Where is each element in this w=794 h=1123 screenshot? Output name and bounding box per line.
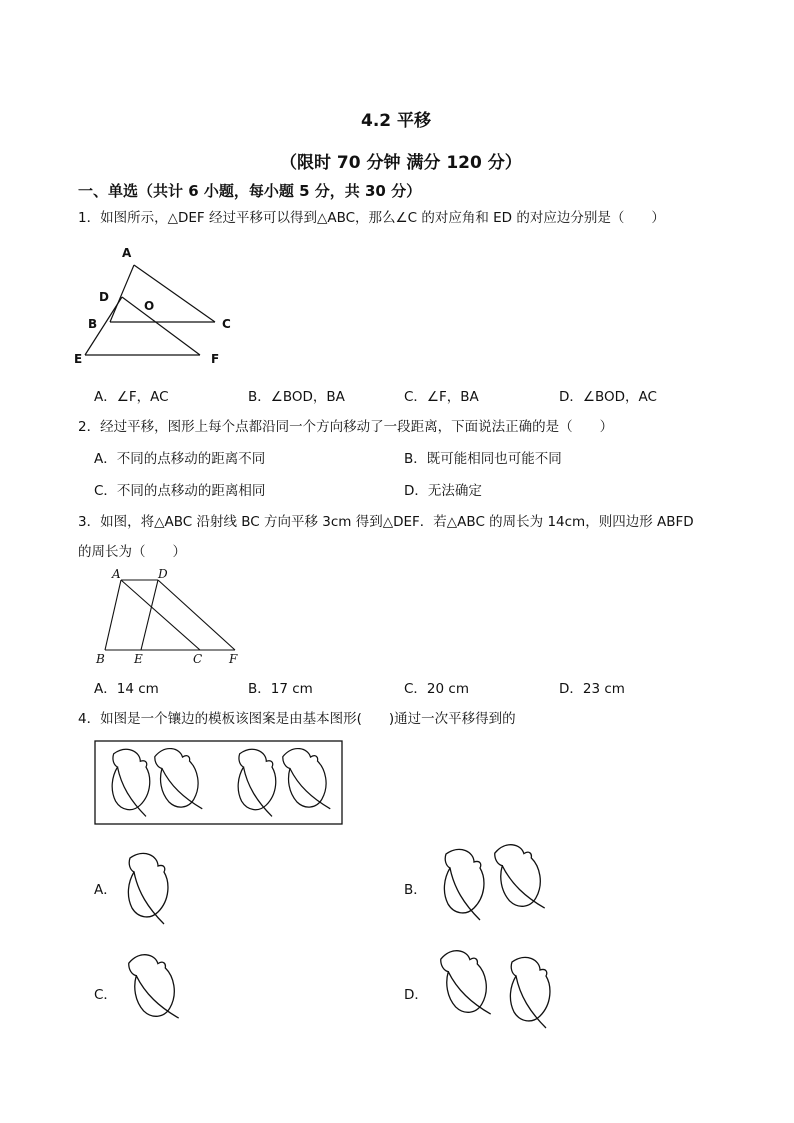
q2-option-d[interactable]: D．无法确定	[404, 483, 482, 499]
fig3-label-f: F	[229, 652, 238, 666]
q3-option-d[interactable]: D．23 cm	[559, 681, 625, 697]
q3-option-b[interactable]: B．17 cm	[248, 681, 313, 697]
q3-option-a[interactable]: A．14 cm	[94, 681, 159, 697]
question-4-stem: 4．如图是一个镶边的模板该图案是由基本图形( )通过一次平移得到的	[78, 711, 516, 727]
question-3-stem-line2: 的周长为（ ）	[78, 544, 186, 560]
question-1-figure	[70, 240, 250, 375]
fig3-label-e: E	[134, 652, 143, 666]
leaf-icon	[126, 950, 182, 1027]
q4-option-d-figure[interactable]	[440, 946, 570, 1034]
fig3-label-b: B	[96, 652, 105, 666]
q2-option-b[interactable]: B．既可能相同也可能不同	[404, 451, 562, 467]
q1-option-d[interactable]: D．∠BOD，AC	[559, 389, 657, 405]
question-3-stem-line1: 3．如图，将△ABC 沿射线 BC 方向平移 3cm 得到△DEF．若△ABC 的周长为 14cm，则四边形 ABFD	[78, 514, 694, 530]
q4-option-c-figure[interactable]	[126, 950, 186, 1030]
fig1-label-b: B	[88, 317, 98, 331]
leaf-icon	[510, 957, 550, 1028]
leaf-icon	[492, 840, 548, 917]
fig3-label-c: C	[193, 652, 203, 666]
leaf-icon	[152, 743, 206, 818]
fig3-label-d: D	[158, 567, 168, 581]
fig3-label-a: A	[112, 567, 121, 581]
leaf-icon	[112, 749, 150, 816]
q3-option-c[interactable]: C．20 cm	[404, 681, 469, 697]
leaf-icon	[440, 946, 495, 1023]
section-heading: 一、单选（共计 6 小题，每小题 5 分，共 30 分）	[78, 182, 422, 200]
q1-option-b[interactable]: B．∠BOD，BA	[248, 389, 345, 405]
question-4-pattern-figure	[94, 740, 344, 826]
question-2-stem: 2．经过平移，图形上每个点都沿同一个方向移动了一段距离，下面说法正确的是（ ）	[78, 419, 614, 435]
fig1-label-o: O	[144, 299, 155, 313]
q1-option-c[interactable]: C．∠F，BA	[404, 389, 479, 405]
fig1-label-a: A	[122, 246, 132, 260]
fig1-label-d: D	[99, 290, 109, 304]
page-subtitle: （限时 70 分钟 满分 120 分）	[280, 153, 522, 173]
fig1-label-f: F	[211, 352, 220, 366]
q4-option-a-figure[interactable]	[118, 848, 178, 928]
question-3-figure	[90, 566, 250, 670]
q2-option-c[interactable]: C．不同的点移动的距离相同	[94, 483, 266, 499]
leaf-icon	[128, 853, 168, 924]
question-1-stem: 1．如图所示，△DEF 经过平移可以得到△ABC，那么∠C 的对应角和 ED 的对应边分别是（ ）	[78, 210, 665, 226]
leaf-icon	[280, 743, 334, 818]
q4-option-c[interactable]: C．	[94, 987, 117, 1003]
q2-option-a[interactable]: A．不同的点移动的距离不同	[94, 451, 266, 467]
q4-option-a[interactable]: A．	[94, 882, 117, 898]
q4-option-b[interactable]: B．	[404, 882, 427, 898]
q1-option-a[interactable]: A．∠F，AC	[94, 389, 169, 405]
page-title: 4.2 平移	[361, 111, 432, 131]
fig1-label-e: E	[74, 352, 83, 366]
q4-option-b-figure[interactable]	[436, 840, 566, 928]
leaf-icon	[444, 849, 484, 920]
q4-option-d[interactable]: D．	[404, 987, 428, 1003]
leaf-icon	[238, 749, 276, 816]
fig1-label-c: C	[222, 317, 231, 331]
